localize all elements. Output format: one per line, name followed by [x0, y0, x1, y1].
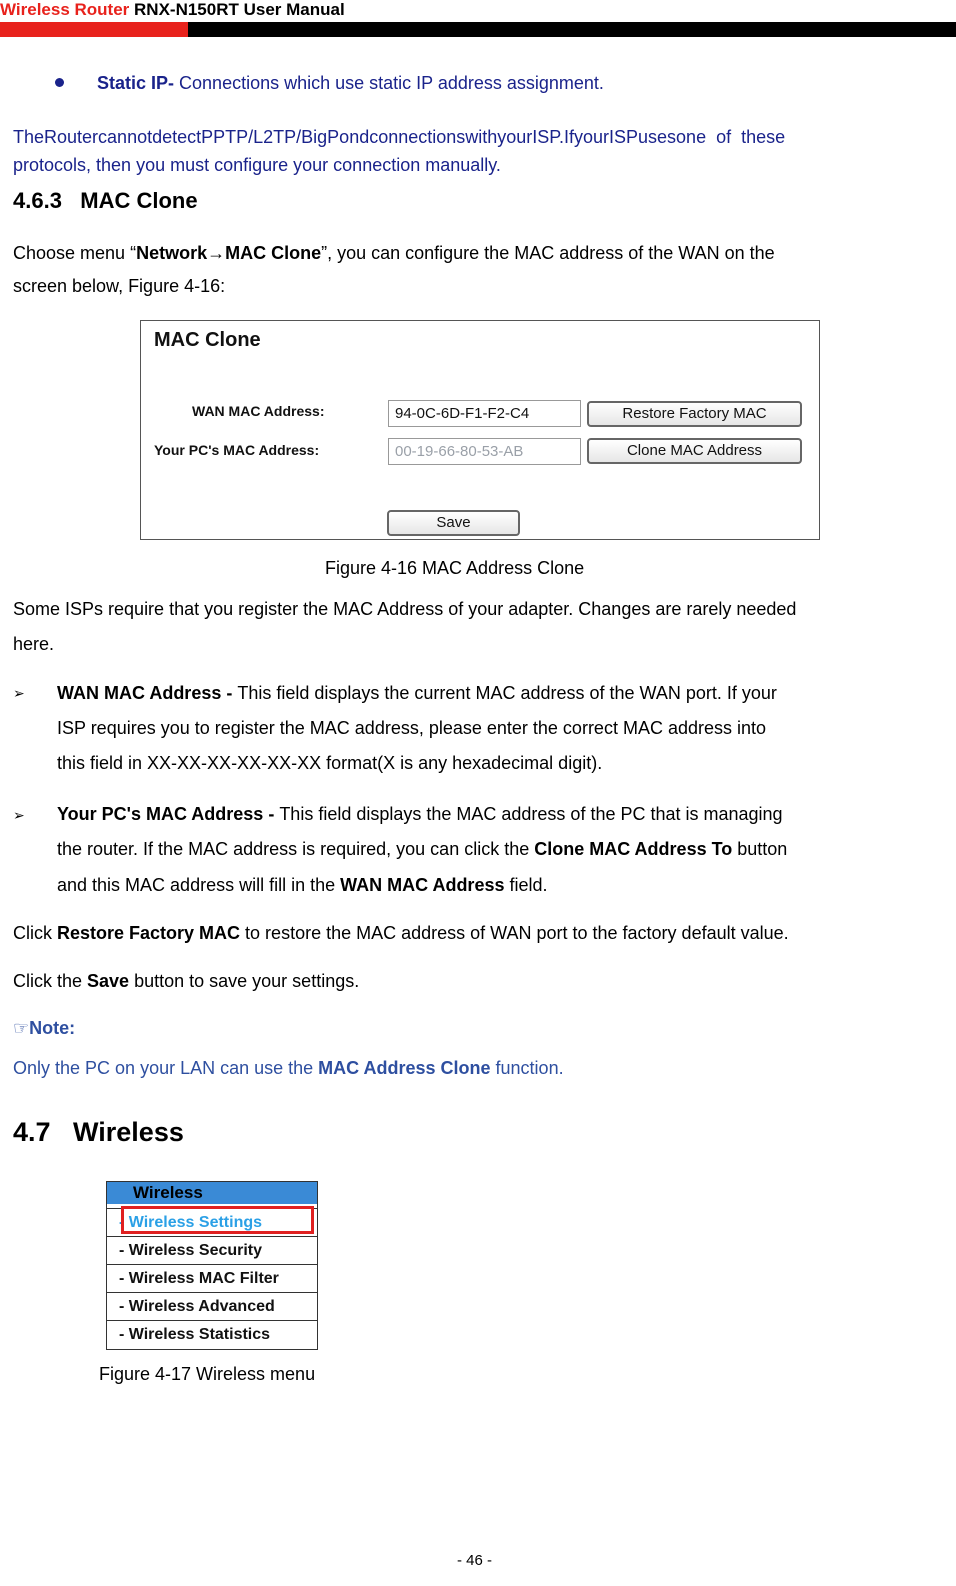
pc-desc-text-3a: and this MAC address will fill in the [57, 875, 341, 895]
choose-post: ”, you can configure the MAC address of the WAN on the [321, 243, 775, 263]
pc-desc-line-2 [57, 836, 787, 862]
menu-item-wireless-security[interactable]: - Wireless Security [107, 1236, 317, 1264]
save-bold: Save [87, 971, 130, 991]
header-brand: Wireless Router [0, 0, 130, 19]
pc-mac-input[interactable]: 00-19-66-80-53-AB [388, 438, 581, 465]
wireless-menu-header[interactable]: Wireless [107, 1182, 317, 1204]
manual-header-title [0, 0, 345, 20]
section-heading-wireless: 4.7 Wireless [13, 1117, 184, 1147]
pc-desc-text-2a: the router. If the MAC address is required, you can click the [57, 839, 535, 859]
choose-line-2: screen below, Figure 4-16: [13, 276, 226, 296]
header-bar-black [188, 22, 956, 37]
arrow-right-icon: → [207, 243, 226, 263]
wan-desc-line-1 [57, 680, 777, 706]
menu-item-wireless-settings[interactable]: - Wireless Settings [107, 1208, 317, 1236]
page-number: - 46 - [457, 1552, 493, 1569]
wan-desc-line-2: ISP requires you to register the MAC address, please enter the correct MAC address into [57, 718, 767, 738]
static-ip-label: Static IP- [97, 73, 175, 93]
figure-4-16-caption: Figure 4-16 MAC Address Clone [325, 558, 585, 578]
restore-bold: Restore Factory MAC [57, 923, 241, 943]
note-heading [13, 1015, 75, 1041]
menu-item-wireless-statistics[interactable]: - Wireless Statistics [107, 1320, 317, 1348]
pointing-hand-icon: ☞ [13, 1018, 30, 1038]
static-ip-text: Connections which use static IP address assignment. [174, 73, 604, 93]
note-text-a: Only the PC on your LAN can use the [13, 1058, 319, 1078]
pc-desc-line-1 [57, 801, 783, 827]
restore-instruction [13, 920, 789, 946]
note-text-c: function. [490, 1058, 564, 1078]
wireless-menu-screenshot [106, 1181, 318, 1350]
detect-line-1: TheRoutercannotdetectPPTP/L2TP/BigPondconnectionswithyourISP.IfyourISPusesone of these [13, 127, 786, 147]
pc-mac-label: Your PC's MAC Address: [154, 442, 320, 458]
note-label: Note: [29, 1018, 76, 1038]
choose-pre: Choose menu “ [13, 243, 137, 263]
pc-desc-line-3 [57, 872, 548, 898]
isp-line-2: here. [13, 634, 55, 654]
detect-line-2: protocols, then you must configure your connection manually. [13, 155, 501, 175]
menu-network: Network [136, 243, 208, 263]
wan-desc-label: WAN MAC Address - [57, 683, 238, 703]
mac-clone-title: MAC Clone [154, 329, 261, 351]
menu-item-wireless-advanced[interactable]: - Wireless Advanced [107, 1292, 317, 1320]
wan-mac-label: WAN MAC Address: [192, 403, 325, 419]
arrow-bullet-icon: ➢ [13, 685, 25, 701]
header-bar-red [0, 22, 188, 37]
pc-desc-text-1: This field displays the MAC address of the PC that is managing [279, 804, 783, 824]
pc-desc-bold-2: Clone MAC Address To [534, 839, 733, 859]
menu-item-wireless-mac-filter[interactable]: - Wireless MAC Filter [107, 1264, 317, 1292]
save-button[interactable]: Save [387, 510, 520, 536]
restore-text-c: to restore the MAC address of WAN port to the factory default value. [240, 923, 789, 943]
section-heading-mac-clone: 4.6.3 MAC Clone [13, 188, 198, 213]
clone-mac-address-button[interactable]: Clone MAC Address [587, 438, 802, 464]
pc-desc-text-3c: field. [504, 875, 548, 895]
wan-mac-input[interactable]: 94-0C-6D-F1-F2-C4 [388, 400, 581, 427]
wan-desc-line-3: this field in XX-XX-XX-XX-XX-XX format(X is any hexadecimal digit). [57, 753, 603, 773]
restore-factory-mac-button[interactable]: Restore Factory MAC [587, 401, 802, 427]
note-text [13, 1055, 564, 1081]
static-ip-bullet [97, 70, 604, 96]
note-bold: MAC Address Clone [318, 1058, 491, 1078]
header-model: RNX-N150RT User Manual [134, 0, 345, 19]
save-instruction [13, 968, 359, 994]
arrow-bullet-icon: ➢ [13, 807, 25, 823]
pc-desc-text-2c: button [732, 839, 788, 859]
save-text-c: button to save your settings. [129, 971, 360, 991]
highlight-box [121, 1206, 314, 1234]
menu-mac-clone: MAC Clone [225, 243, 322, 263]
restore-text-a: Click [13, 923, 57, 943]
isp-line-1: Some ISPs require that you register the MAC Address of your adapter. Changes are rarely needed [13, 599, 797, 619]
pc-desc-label: Your PC's MAC Address - [57, 804, 280, 824]
mac-clone-screenshot [140, 320, 820, 540]
save-text-a: Click the [13, 971, 88, 991]
choose-menu-line [13, 240, 775, 266]
pc-desc-bold-3: WAN MAC Address [340, 875, 505, 895]
wan-desc-text-1: This field displays the current MAC address of the WAN port. If your [237, 683, 777, 703]
figure-4-17-caption: Figure 4-17 Wireless menu [99, 1364, 316, 1384]
bullet-dot-icon [55, 78, 64, 87]
